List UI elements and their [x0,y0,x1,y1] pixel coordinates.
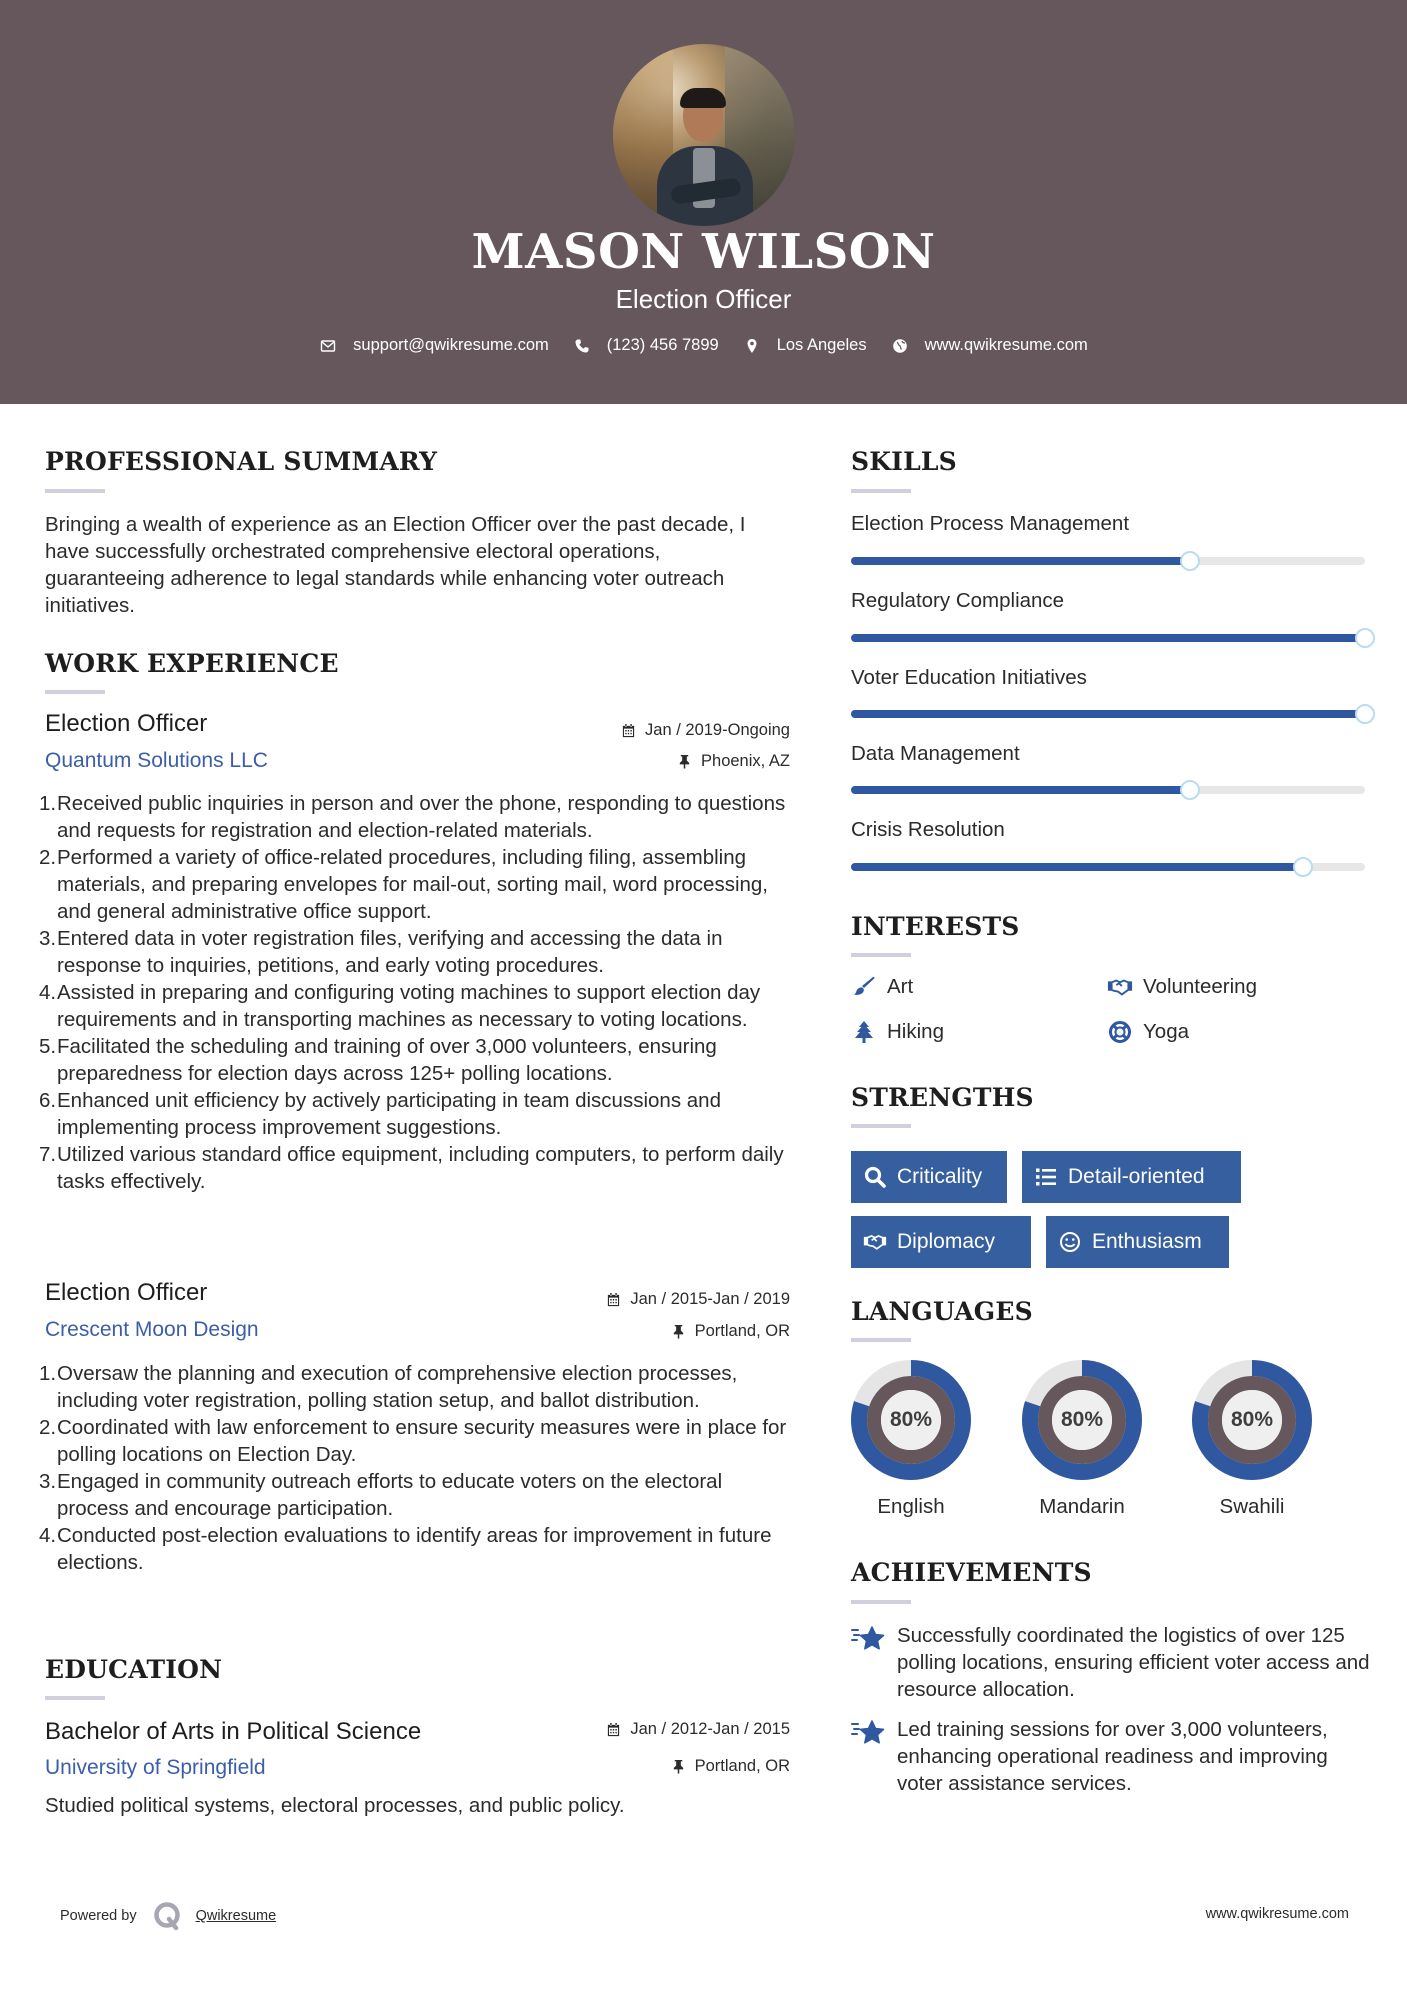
slider-knob[interactable] [1293,857,1313,877]
language-donut: 80% [1191,1359,1313,1481]
achievements-heading: ACHIEVEMENTS [851,1558,1092,1587]
calendar-icon [606,1292,621,1307]
education-heading: EDUCATION [45,1655,223,1684]
language-donut: 80% [850,1359,972,1481]
experience-heading: WORK EXPERIENCE [45,649,339,678]
strengths-heading: STRENGTHS [851,1083,1034,1112]
contact-website[interactable] [891,336,1088,355]
skills-heading: SKILLS [851,447,957,476]
duty-item: 4. Conducted post-election evaluations to identify areas for improvement in future elections. [39,1524,772,1574]
education-dates [606,1720,790,1739]
language-item: 80% Mandarin [1020,1359,1144,1519]
summary-text: Bringing a wealth of experience as an Election Officer over the past decade, I have successfully orchestrated comprehensive electoral operations, guaranteeing adherence to legal standards while enhancing voter outreach initiatives. [45,513,746,617]
footer-site-link[interactable]: www.qwikresume.com [1205,1906,1349,1922]
duty-item: 6. Enhanced unit efficiency by actively participating in team discussions and implementing process improvement suggestions. [39,1089,721,1139]
skill-label: Voter Education Initiatives [851,666,1087,689]
slider-knob[interactable] [1180,780,1200,800]
strength-chip: Criticality [851,1151,1007,1203]
contact-bar [0,336,1407,355]
section-divider [45,690,105,694]
contact-location [743,336,867,355]
skill-slider[interactable] [851,710,1365,718]
company-name: Crescent Moon Design [45,1318,259,1341]
skill-label: Regulatory Compliance [851,589,1065,612]
skill-label: Election Process Management [851,512,1130,535]
contact-location-text: Los Angeles [776,336,867,354]
contact-phone-text: (123) 456 7899 [606,336,719,354]
section-divider [851,1124,911,1128]
strength-chip: Diplomacy [851,1216,1031,1268]
skill-slider[interactable] [851,786,1365,794]
job-location [677,752,790,771]
interest-item: Art [851,975,913,999]
duty-item: 7. Utilized various standard office equipment, including computers, to perform daily tasks effectively. [39,1143,784,1193]
interest-item: Hiking [851,1020,944,1044]
star-icon [851,1624,885,1654]
qwikresume-link[interactable]: Qwikresume [195,1908,277,1924]
job-duties-list [39,790,799,1195]
job-location [671,1322,790,1341]
globe-icon [891,337,909,355]
section-divider [851,953,911,957]
education-location-text: Portland, OR [694,1757,790,1775]
job-location-text: Portland, OR [694,1322,790,1340]
job-dates [606,1290,790,1309]
education-description: Studied political systems, electoral processes, and public policy. [45,1794,625,1817]
section-divider [45,489,105,493]
contact-email[interactable] [319,336,549,355]
duty-item: 1. Oversaw the planning and execution of comprehensive election processes, including voter registration, polling station setup, and ballot distribution. [39,1362,738,1412]
job-title: Election Officer [45,1279,208,1306]
contact-phone[interactable] [573,336,719,355]
summary-heading: PROFESSIONAL SUMMARY [45,447,438,476]
pushpin-icon [671,1759,686,1774]
pushpin-icon [677,754,692,769]
handshake-icon [1107,975,1133,999]
phone-icon [573,337,591,355]
star-icon [851,1718,885,1748]
section-divider [851,489,911,493]
section-divider [45,1696,105,1700]
skill-slider[interactable] [851,863,1365,871]
tree-icon [851,1020,877,1044]
skill-label: Data Management [851,742,1020,765]
section-divider [851,1600,911,1604]
job-dates-text: Jan / 2019-Ongoing [645,721,790,739]
contact-website-text: www.qwikresume.com [924,336,1088,354]
profile-photo [613,44,795,226]
language-donut: 80% [1021,1359,1143,1481]
life-ring-icon [1107,1020,1133,1044]
job-duties-list [39,1360,799,1576]
pushpin-icon [671,1324,686,1339]
envelope-icon [319,337,337,355]
section-divider [851,1338,911,1342]
duty-item: 3. Engaged in community outreach efforts to educate voters on the electoral process and encourage participation. [39,1470,723,1520]
candidate-name: MASON WILSON [471,224,936,280]
qwikresume-logo-icon [152,1900,184,1932]
job-dates-text: Jan / 2015-Jan / 2019 [630,1290,790,1308]
slider-knob[interactable] [1180,551,1200,571]
company-name: Quantum Solutions LLC [45,749,268,772]
powered-by [60,1900,276,1932]
candidate-title: Election Officer [615,284,792,314]
interest-item: Volunteering [1107,975,1257,999]
job-dates [621,721,790,740]
duty-item: 2. Performed a variety of office-related procedures, including filing, assembling materials, and preparing envelopes for mail-out, sorting mail, word processing, and general administrative office support. [39,846,769,923]
calendar-icon [621,723,636,738]
duty-item: 1. Received public inquiries in person and over the phone, responding to questions and requests for registration and election-related materials. [39,792,786,842]
slider-knob[interactable] [1355,628,1375,648]
job-location-text: Phoenix, AZ [701,752,790,770]
search-icon [863,1165,887,1189]
achievement-item: Successfully coordinated the logistics of over 125 polling locations, ensuring efficient voter access and resource allocation. [851,1622,1371,1703]
achievement-item: Led training sessions for over 3,000 volunteers, enhancing operational readiness and improving voter assistance services. [851,1716,1371,1797]
interests-heading: INTERESTS [851,912,1020,941]
duty-item: 4. Assisted in preparing and configuring voting machines to support election day requirements and in transporting machines as necessary to voting locations. [39,981,761,1031]
strength-chip: Enthusiasm [1046,1216,1229,1268]
duty-item: 2. Coordinated with law enforcement to ensure security measures were in place for polling locations on Election Day. [39,1416,787,1466]
languages-heading: LANGUAGES [851,1297,1033,1326]
paint-brush-icon [851,975,877,999]
skill-slider[interactable] [851,634,1365,642]
skill-label: Crisis Resolution [851,818,1005,841]
degree-title: Bachelor of Arts in Political Science [45,1718,422,1745]
slider-knob[interactable] [1355,704,1375,724]
language-item: 80% English [849,1359,973,1519]
resume-header [0,0,1407,404]
education-location [671,1757,790,1776]
duty-item: 5. Facilitated the scheduling and training of over 3,000 volunteers, ensuring preparedness for election days across 125+ polling locations. [39,1035,717,1085]
duty-item: 3. Entered data in voter registration files, verifying and accessing the data in response to inquiries, petitions, and early voting procedures. [39,927,723,977]
strength-chip: Detail-oriented [1022,1151,1241,1203]
language-item: 80% Swahili [1190,1359,1314,1519]
list-icon [1034,1165,1058,1189]
smile-icon [1058,1230,1082,1254]
map-marker-icon [743,337,761,355]
calendar-icon [606,1722,621,1737]
skill-slider[interactable] [851,557,1365,565]
job-title: Election Officer [45,710,208,737]
powered-by-label: Powered by [60,1908,137,1924]
interest-item: Yoga [1107,1020,1189,1044]
handshake-icon [863,1230,887,1254]
school-name: University of Springfield [45,1756,266,1779]
contact-email-text: support@qwikresume.com [353,336,549,354]
education-dates-text: Jan / 2012-Jan / 2015 [630,1720,790,1738]
